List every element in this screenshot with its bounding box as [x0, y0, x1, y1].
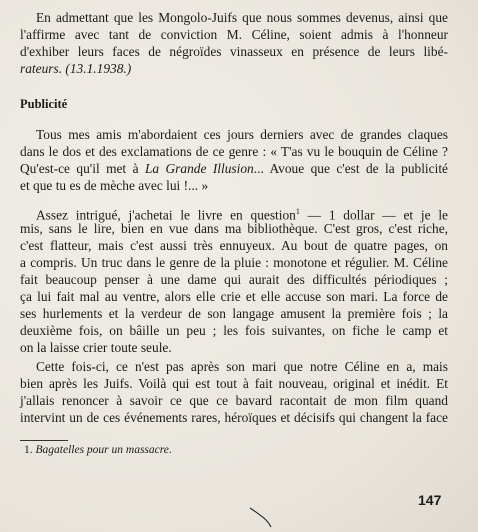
- p3-line-3: c'est flatteur, mais c'est aussi très ennuyeux. Au bout de quatre pages, on: [20, 238, 448, 253]
- p3-line-8: deuxième fois, on bâille un peu ; les fois suivantes, on fiche le camp et: [20, 323, 448, 338]
- p3-line-7: ses hurlements et la verdeur de son langage amusent la première fois ; la: [20, 306, 448, 321]
- p4-line-3: j'allais renoncer à savoir ce que ce bavard racontait de mon film quand: [20, 393, 448, 408]
- p1-line-1: En admettant que les Mongolo-Juifs que nous sommes devenus, ainsi que: [36, 10, 448, 25]
- p1-line-2: l'affirme avec tant de conviction M. Céline, soient admis à l'honneur: [20, 27, 448, 42]
- p2-line-1: Tous mes amis m'abordaient ces jours derniers avec de grandes claques: [36, 127, 448, 142]
- footnote-divider: [20, 440, 68, 441]
- p3-line-1: Assez intrigué, j'achetai le livre en question$^1$ — 1 dollar — et je le: [36, 207, 449, 223]
- p2-line-2: dans le dos et des exclamations de ce genre : « T'as vu le bouquin de Céline ?: [20, 144, 448, 159]
- footnote: 1. Bagatelles pour un massacre.: [24, 444, 172, 456]
- section-heading: Publicité: [20, 97, 68, 111]
- pen-mark-icon: [248, 506, 274, 528]
- p3-line-2: mis, sans le lire, bien en vue dans ma bibliothèque. C'est gros, c'est riche,: [20, 221, 448, 236]
- p3-line-4: a compris. Un truc dans le genre de la pluie : monotone et régulier. M. Céline: [20, 255, 448, 270]
- p3-line-9: on la laisse crier toute seule.: [20, 340, 172, 355]
- p4-line-1: Cette fois-ci, ce n'est pas après son mari que notre Céline en a, mais: [36, 359, 448, 374]
- p1-line-3: d'exhiber leurs faces de négroïdes vinasseux en présence de leurs libé-: [20, 44, 448, 59]
- p4-line-4: intervint un de ces événements rares, héroïques et décisifs qui changent la face: [20, 410, 448, 425]
- page-number: 147: [418, 492, 442, 508]
- p1-line-4: rateurs. (13.1.1938.): [20, 61, 132, 76]
- p2-line-4: et que tu es de mèche avec lui !... »: [20, 178, 209, 193]
- p4-line-2: bien après les Juifs. Voilà qui est tout à fait nouveau, original et inédit. Et: [20, 376, 448, 391]
- p3-line-6: ça lui fait mal au ventre, alors elle crie et elle accuse son mari. La force de: [20, 289, 448, 304]
- p3-line-5: fait beaucoup penser à une dame qui aurait des difficultés périodiques ;: [20, 272, 448, 287]
- p2-line-3: Qu'est-ce qu'il met à La Grande Illusion... Avoue que c'est de la publicité: [20, 161, 448, 176]
